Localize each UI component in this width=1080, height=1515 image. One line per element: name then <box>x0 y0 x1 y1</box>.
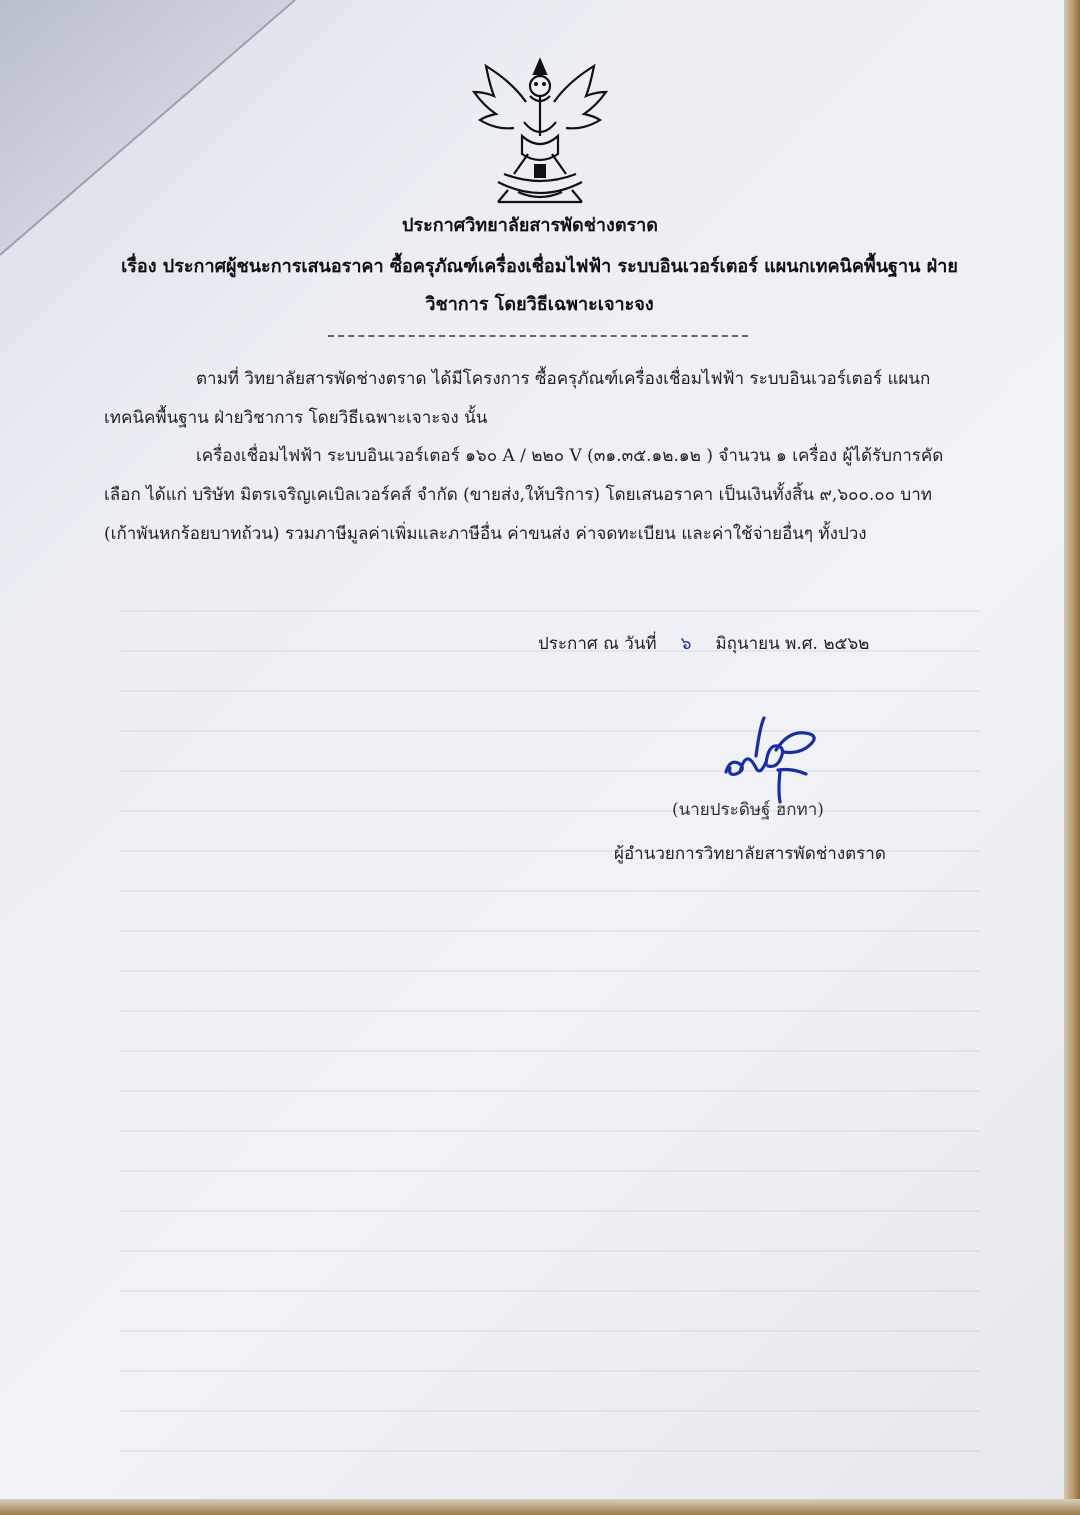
announcement-day: ๖ <box>680 634 692 654</box>
subject-line-1: เรื่อง ประกาศผู้ชนะการเสนอราคา ซื้อครุภัณฑ์เครื่องเชื่อมไฟฟ้า ระบบอินเวอร์เตอร์ แผนกเทคนิคพื้นฐาน ฝ่าย <box>121 256 958 277</box>
garuda-emblem-icon <box>468 52 612 208</box>
page-edge-bottom <box>0 1499 1080 1515</box>
page-edge-right <box>1064 0 1080 1515</box>
signer-position: ผู้อำนวยการวิทยาลัยสารพัดช่างตราด <box>614 844 886 864</box>
body-paragraph-1: ตามที่ วิทยาลัยสารพัดช่างตราด ได้มีโครงการ ซื้อครุภัณฑ์เครื่องเชื่อมไฟฟ้า ระบบอินเวอร์เตอร์ แผนกเทคนิคพื้นฐาน ฝ่ายวิชาการ โดยวิธีเฉพาะเจาะจง นั้น <box>104 369 931 428</box>
signature-icon <box>716 714 826 806</box>
body-paragraph-2: เครื่องเชื่อมไฟฟ้า ระบบอินเวอร์เตอร์ ๑๖๐ A / ๒๒๐ V (๓๑.๓๕.๑๒.๑๒ ) จำนวน ๑ เครื่อง ผู้ได้รับการคัดเลือก ได้แก่ บริษัท มิตรเจริญเคเบิลเวอร์คส์ จำกัด (ขายส่ง,ให้บริการ) โดยเสนอราคา เป็นเงินทั้งสิ้น ๙,๖๐๐.๐๐ บาท (เก้าพันหกร้อยบาทถ้วน) รวมภาษีมูลค่าเพิ่มและภาษีอื่น ค่าขนส่ง ค่าจดทะเบียน และค่าใช้จ่ายอื่นๆ ทั้งปวง <box>104 446 944 544</box>
subject-line-2: วิชาการ โดยวิธีเฉพาะเจาะจง <box>425 294 654 315</box>
announcement-prefix: ประกาศ ณ วันที่ <box>538 634 657 654</box>
folded-corner <box>0 0 300 260</box>
signer-name: (นายประดิษฐ์ ฮกทา) <box>672 800 824 820</box>
bleed-through-text <box>120 580 980 1460</box>
agency-title: ประกาศวิทยาลัยสารพัดช่างตราด <box>402 215 658 236</box>
subject-heading <box>112 248 967 324</box>
announcement-date <box>538 630 869 657</box>
separator-line <box>328 335 748 337</box>
announcement-month-year: มิถุนายน พ.ศ. ๒๕๖๒ <box>715 634 870 654</box>
